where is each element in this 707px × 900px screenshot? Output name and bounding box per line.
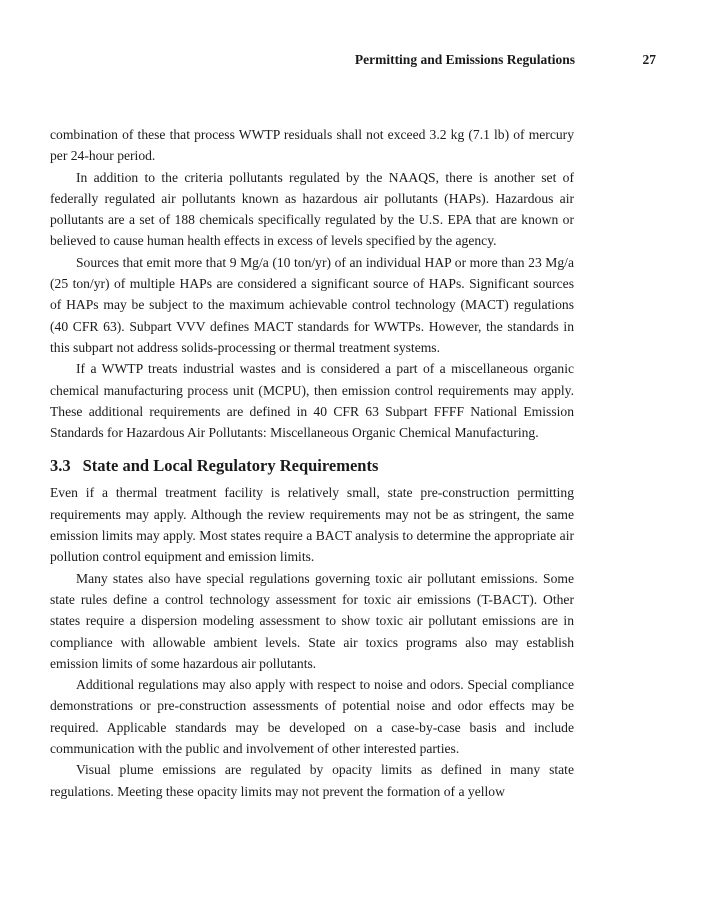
- section-number: 3.3: [50, 456, 71, 476]
- paragraph: In addition to the criteria pollutants regulated by the NAAQS, there is another set of federally regulated air pollutants known as hazardous air pollutants (HAPs). Hazardous air pollutants are a set of 188 chemicals specifically regulated by the U.S. EPA that are known or believed to cause human health effects in excess of levels specified by the agency.: [50, 169, 574, 249]
- paragraph: Sources that emit more that 9 Mg/a (10 ton/yr) of an individual HAP or more than 23 Mg/a (25 ton/yr) of multiple HAPs are considered a significant source of HAPs. Significant sources of HAPs may be subject to the maximum achievable control technology (MACT) regulations (40 CFR 63). Subpart VVV defines MACT standards for WWTPs. However, the standards in this subpart not address solids-processing or thermal treatment systems.: [50, 254, 574, 355]
- paragraph: If a WWTP treats industrial wastes and is considered a part of a miscellaneous organic chemical manufacturing process unit (MCPU), then emission control requirements may apply. These additional requirements are defined in 40 CFR 63 Subpart FFFF National Emission Standards for Hazardous Air Pollutants: Miscellaneous Organic Chemical Manufacturing.: [50, 361, 574, 441]
- paragraph: Visual plume emissions are regulated by opacity limits as defined in many state regulations. Meeting these opacity limits may not prevent the formation of a yellow: [50, 762, 574, 799]
- paragraph: Many states also have special regulations governing toxic air pollutant emissions. Some state rules define a control technology assessment for toxic air emissions (T-BACT). Other states require a dispersion modeling assessment to show toxic air pollutant emissions are in compliance with allowable ambient levels. State air toxics programs also may establish emission limits of some hazardous air pollutants.: [50, 570, 574, 671]
- running-header: [50, 52, 656, 70]
- section-title: State and Local Regulatory Requirements: [82, 456, 379, 476]
- body-text: [50, 124, 574, 802]
- paragraph: Even if a thermal treatment facility is relatively small, state pre-construction permitting requirements may apply. Although the review requirements may not be as stringent, the same emission limits may apply. Most states require a BACT analysis to determine the appropriate air pollution control equipment and emission limits.: [50, 485, 574, 565]
- paragraph: Additional regulations may also apply with respect to noise and odors. Special compliance demonstrations or pre-construction assessments of potential noise and odor effects may be required. Applicable standards may be developed on a case-by-case basis and include communication with the public and involvement of other interested parties.: [50, 677, 574, 757]
- page-number: 27: [642, 52, 656, 67]
- running-header-title: Permitting and Emissions Regulations: [354, 52, 575, 67]
- section-heading: [50, 455, 574, 477]
- paragraph: combination of these that process WWTP residuals shall not exceed 3.2 kg (7.1 lb) of mercury per 24-hour period.: [50, 127, 574, 164]
